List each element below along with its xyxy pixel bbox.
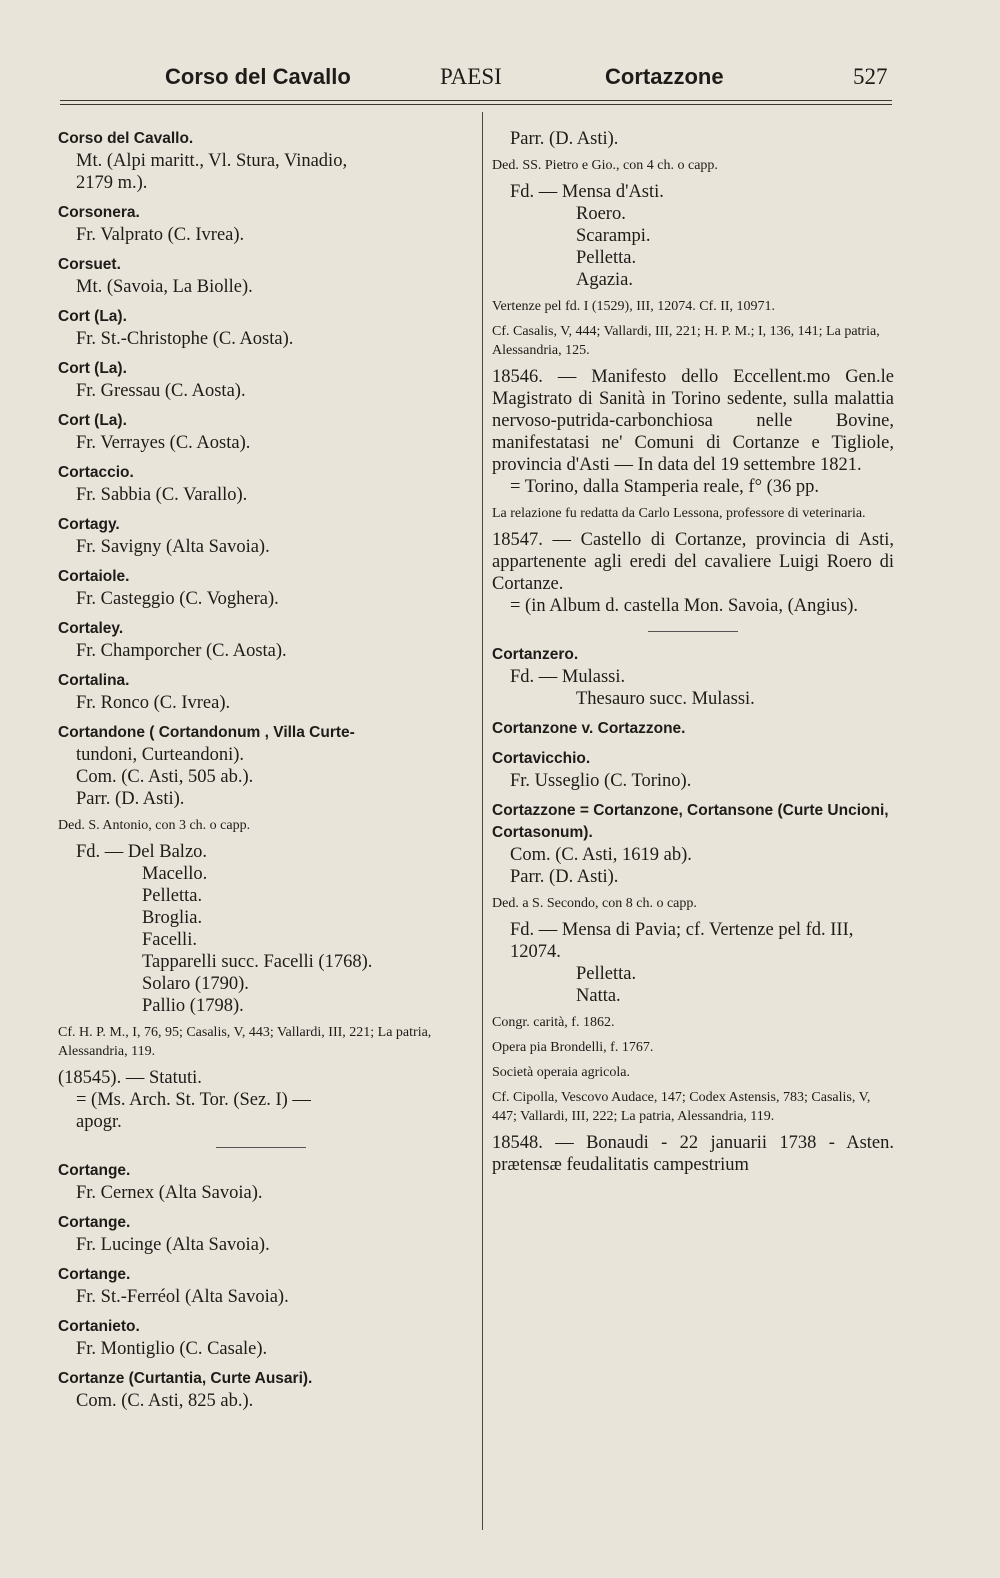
entry-heading: Cort (La). xyxy=(58,412,127,429)
entry-line: = Torino, dalla Stamperia reale, f° (36 pp. xyxy=(510,477,820,497)
entry-line: Fr. Lucinge (Alta Savoia). xyxy=(76,1235,270,1255)
entry-heading: Cortavicchio. xyxy=(492,750,591,767)
entry-note: Cf. H. P. M., I, 76, 95; Casalis, V, 443; Vallardi, III, 221; La patria, Alessandria, 119. xyxy=(58,1025,432,1059)
entry-heading: Corso del Cavallo. xyxy=(58,130,194,147)
entry-heading: Cortaley. xyxy=(58,620,124,637)
entry-line: Fr. St.-Christophe (C. Aosta). xyxy=(76,329,294,349)
entry-line: apogr. xyxy=(76,1112,122,1132)
entry-heading: Cort (La). xyxy=(58,308,127,325)
entry-line: Fr. Champorcher (C. Aosta). xyxy=(76,641,287,661)
entry-line: Facelli. xyxy=(142,930,197,950)
entry-note: Cf. Cipolla, Vescovo Audace, 147; Codex Astensis, 783; Casalis, V, 447; Vallardi, III, 222; La patria, Alessandria, 119. xyxy=(492,1090,871,1124)
entry-heading: Cortagy. xyxy=(58,516,120,533)
running-head-left: Corso del Cavallo xyxy=(165,64,351,89)
entry-note: Congr. carità, f. 1862. xyxy=(492,1015,615,1030)
entry-heading: Cortanieto. xyxy=(58,1318,140,1335)
entry-line: Agazia. xyxy=(576,270,634,290)
entry-heading: Cortandone ( Cortandonum , Villa Curte- xyxy=(58,724,355,741)
entry-line: 18548. — Bonaudi - 22 januarii 1738 - Asten. prætensæ feudalitatis campestrium xyxy=(492,1133,894,1175)
entry-note: Opera pia Brondelli, f. 1767. xyxy=(492,1040,654,1055)
entry-line: 2179 m.). xyxy=(76,173,148,193)
entry-heading: Cortanzero. xyxy=(492,646,579,663)
right-column xyxy=(492,128,894,1176)
running-head-center: PAESI xyxy=(440,64,502,89)
entry-line: Fr. St.-Ferréol (Alta Savoia). xyxy=(76,1287,289,1307)
entry-heading: Cortazzone = Cortanzone, Cortansone (Curte Uncioni, Cortasonum). xyxy=(492,802,889,841)
entry-line: Com. (C. Asti, 1619 ab). xyxy=(510,845,692,865)
left-column xyxy=(58,128,463,1412)
entry-note: Ded. a S. Secondo, con 8 ch. o capp. xyxy=(492,896,697,911)
section-rule xyxy=(216,1147,306,1148)
entry-line: Fd. — Mensa di Pavia; cf. Vertenze pel fd. III, 12074. xyxy=(510,920,854,962)
entry-line: Thesauro succ. Mulassi. xyxy=(576,689,755,709)
entry-note: Società operaia agricola. xyxy=(492,1065,630,1080)
entry-line: Fd. — Mensa d'Asti. xyxy=(510,182,664,202)
entry-line: Roero. xyxy=(576,204,626,224)
entry-heading: Cortange. xyxy=(58,1266,131,1283)
entry-line: Parr. (D. Asti). xyxy=(510,867,619,887)
entry-line: Fr. Savigny (Alta Savoia). xyxy=(76,537,270,557)
entry-line: Fr. Montiglio (C. Casale). xyxy=(76,1339,268,1359)
entry-line: Fr. Gressau (C. Aosta). xyxy=(76,381,246,401)
entry-line: = (Ms. Arch. St. Tor. (Sez. I) — xyxy=(76,1090,311,1110)
header-rule-top xyxy=(60,100,892,101)
entry-note: Cf. Casalis, V, 444; Vallardi, III, 221; H. P. M.; I, 136, 141; La patria, Alessandria, 125. xyxy=(492,324,880,358)
entry-line: Fr. Usseglio (C. Torino). xyxy=(510,771,692,791)
entry-line: Com. (C. Asti, 505 ab.). xyxy=(76,767,254,787)
entry-heading: Corsonera. xyxy=(58,204,140,221)
entry-heading: Cortalina. xyxy=(58,672,130,689)
entry-heading: Cortaccio. xyxy=(58,464,134,481)
entry-line: Mt. (Alpi maritt., Vl. Stura, Vinadio, xyxy=(76,151,348,171)
entry-line: 18546. — Manifesto dello Eccellent.mo Gen.le Magistrato di Sanità in Torino sedente, sulla malattia nervoso-putrida-carbonchiosa nelle Bovine, manifestatasi ne' Comuni di Cortanze e Tigliole, provincia d'Asti — In data del 19 settembre 1821. xyxy=(492,367,894,475)
entry-line: Fr. Sabbia (C. Varallo). xyxy=(76,485,248,505)
entry-heading: Corsuet. xyxy=(58,256,121,273)
entry-note: Vertenze pel fd. I (1529), III, 12074. Cf. II, 10971. xyxy=(492,299,776,314)
entry-line: Pelletta. xyxy=(142,886,203,906)
entry-heading: Cortange. xyxy=(58,1162,131,1179)
entry-note: Ded. SS. Pietro e Gio., con 4 ch. o capp. xyxy=(492,158,718,173)
entry-line: Macello. xyxy=(142,864,208,884)
entry-heading: Cortange. xyxy=(58,1214,131,1231)
entry-line: Parr. (D. Asti). xyxy=(76,789,185,809)
entry-heading: Cortaiole. xyxy=(58,568,130,585)
entry-heading: Cort (La). xyxy=(58,360,127,377)
entry-line: Com. (C. Asti, 825 ab.). xyxy=(76,1391,254,1411)
entry-line: Fr. Verrayes (C. Aosta). xyxy=(76,433,251,453)
entry-line: Pelletta. xyxy=(576,964,637,984)
entry-line: Solaro (1790). xyxy=(142,974,249,994)
entry-line: Mt. (Savoia, La Biolle). xyxy=(76,277,253,297)
section-rule xyxy=(648,631,738,632)
entry-line: tundoni, Curteandoni). xyxy=(76,745,245,765)
entry-heading: Cortanze (Curtantia, Curte Ausari). xyxy=(58,1370,313,1387)
header-rule-bottom xyxy=(60,104,892,105)
entry-line: Broglia. xyxy=(142,908,203,928)
entry-note: Ded. S. Antonio, con 3 ch. o capp. xyxy=(58,818,251,833)
column-divider xyxy=(482,112,483,1530)
entry-line: Fd. — Mulassi. xyxy=(510,667,626,687)
page-number: 527 xyxy=(853,64,888,89)
entry-line: Tapparelli succ. Facelli (1768). xyxy=(142,952,373,972)
entry-line: Fr. Ronco (C. Ivrea). xyxy=(76,693,231,713)
entry-line: = (in Album d. castella Mon. Savoia, (Angius). xyxy=(510,596,859,616)
entry-line: Fd. — Del Balzo. xyxy=(76,842,208,862)
entry-note: La relazione fu redatta da Carlo Lessona, professore di veterinaria. xyxy=(492,506,866,521)
entry-heading: Cortanzone v. Cortazzone. xyxy=(492,720,686,737)
entry-line: Fr. Valprato (C. Ivrea). xyxy=(76,225,245,245)
entry-line: (18545). — Statuti. xyxy=(58,1068,202,1088)
running-head-right: Cortazzone xyxy=(605,64,724,89)
entry-line: Fr. Casteggio (C. Voghera). xyxy=(76,589,279,609)
entry-line: Pallio (1798). xyxy=(142,996,244,1016)
entry-line: Fr. Cernex (Alta Savoia). xyxy=(76,1183,263,1203)
entry-line: 18547. — Castello di Cortanze, provincia di Asti, appartenente agli eredi del cavaliere Luigi Roero di Cortanze. xyxy=(492,530,894,594)
entry-line: Natta. xyxy=(576,986,621,1006)
entry-line: Pelletta. xyxy=(576,248,637,268)
entry-line: Scarampi. xyxy=(576,226,651,246)
entry-line: Parr. (D. Asti). xyxy=(510,129,619,149)
